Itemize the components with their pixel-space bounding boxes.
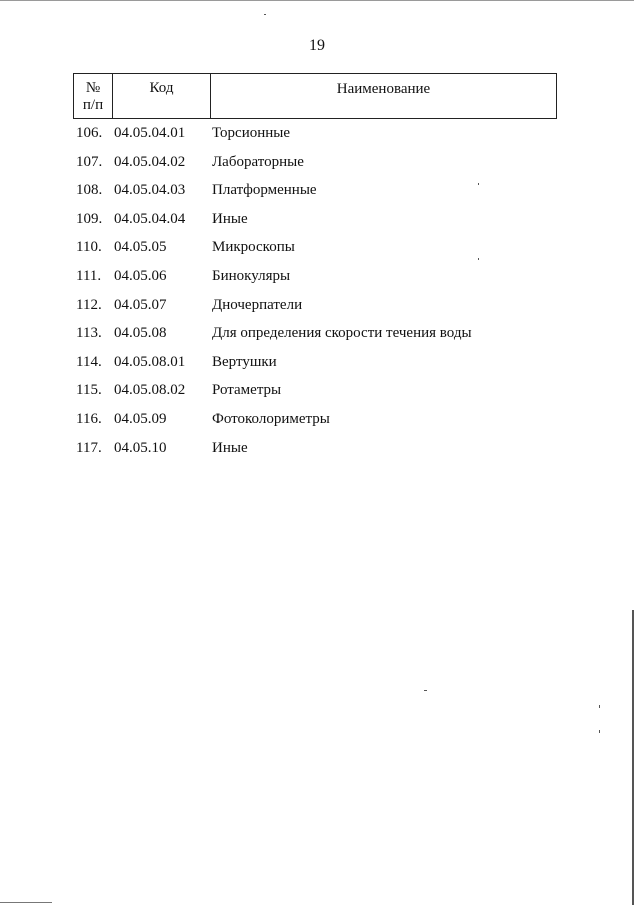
row-name: Микроскопы [212,239,295,256]
row-name: Ротаметры [212,382,282,399]
scan-edge-bottom [0,902,52,903]
scan-edge-top [0,0,634,1]
table-body [0,123,634,466]
row-code: 04.05.08 [114,325,167,342]
row-code: 04.05.04.03 [114,182,186,199]
row-number: 114. [76,353,102,370]
row-name: Иные [212,439,248,456]
row-code: 04.05.04.04 [114,210,186,227]
header-number-abbrev: п/п [82,97,104,113]
table-row [0,352,634,381]
row-name: Платформенные [212,182,317,199]
scan-speck [599,705,600,708]
row-code: 04.05.04.02 [114,153,186,170]
row-code: 04.05.10 [114,439,167,456]
header-number-symbol: № [85,80,101,96]
scan-speck [264,14,266,15]
row-code: 04.05.08.01 [114,353,186,370]
row-number: 112. [76,296,102,313]
row-code: 04.05.06 [114,267,167,284]
row-name: Лабораторные [212,153,304,170]
row-name: Иные [212,210,248,227]
table-row [0,209,634,238]
table-row [0,409,634,438]
row-code: 04.05.08.02 [114,382,186,399]
table-row [0,323,634,352]
table-row [0,123,634,152]
table-row [0,152,634,181]
row-number: 116. [76,410,102,427]
row-number: 110. [76,239,102,256]
table-header [73,73,557,119]
table-row [0,266,634,295]
row-name: Фотоколориметры [212,410,330,427]
row-code: 04.05.04.01 [114,125,186,141]
row-code: 04.05.07 [114,296,167,313]
row-name: Дночерпатели [212,296,303,313]
row-number: 107. [76,153,103,170]
row-number: 108. [76,182,103,199]
row-number: 115. [76,382,102,399]
row-number: 106. [76,125,103,141]
row-number: 109. [76,210,103,227]
row-name: Для определения скорости течения воды [212,325,472,342]
header-number-cell [74,74,112,118]
table-row [0,237,634,266]
row-number: 113. [76,325,102,342]
table-row [0,438,634,467]
table-row [0,180,634,209]
scan-speck [424,690,427,691]
row-name: Торсионные [212,125,291,141]
scan-speck [599,730,600,733]
row-code: 04.05.05 [114,239,167,256]
row-code: 04.05.09 [114,410,167,427]
row-number: 111. [76,267,102,284]
row-number: 117. [76,439,102,456]
header-code-cell: Код [112,74,210,118]
row-name: Бинокуляры [212,267,291,284]
table-row [0,380,634,409]
table-row [0,295,634,324]
header-name-cell: Наименование [210,74,556,118]
page-number: 19 [309,37,325,54]
row-name: Вертушки [212,353,277,370]
